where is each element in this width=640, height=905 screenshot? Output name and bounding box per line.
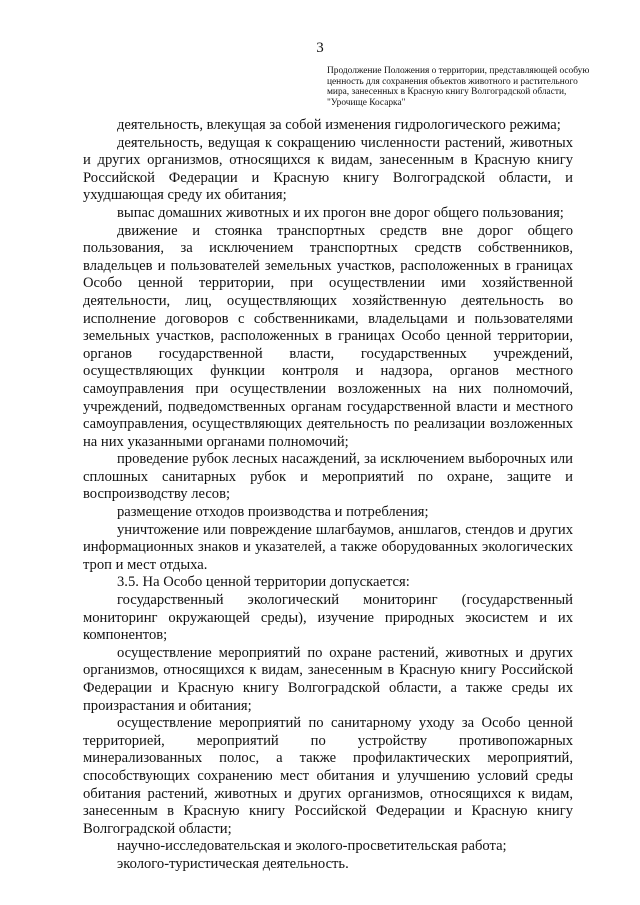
paragraph: научно-исследовательская и эколого-просветительская работа; xyxy=(117,838,507,855)
paragraph: государственный экологический мониторинг (государственный мониторинг окружающей среды), изучение природных экосистем и их компонентов; xyxy=(83,592,573,644)
paragraph: размещение отходов производства и потребления; xyxy=(117,504,429,521)
header-note-line: Продолжение Положения о территории, представляющей особую xyxy=(327,66,590,76)
paragraph: осуществление мероприятий по санитарному уходу за Особо ценной территорией, мероприятий по устройству противопожарных минерализованных полос, а также профилактических мероприятий, способствующих сохранению мест обитания и улучшению условий среды обитания растений, животных и других организмов, относящихся к видам, занесенным в Красную книгу Российской Федерации и Красную книгу Волгоградской области; xyxy=(83,715,573,837)
page-number: 3 xyxy=(316,40,324,56)
header-note xyxy=(327,66,589,108)
paragraph: эколого-туристическая деятельность. xyxy=(117,855,349,872)
paragraph: деятельность, ведущая к сокращению численности растений, животных и других организмов, относящихся к видам, занесенным в Красную книгу Российской Федерации и Красную книгу Волгоградской области, и ухудшающая среду их обитания; xyxy=(83,134,573,204)
header-note-line: "Урочище Косарка" xyxy=(327,97,406,108)
paragraph: осуществление мероприятий по охране растений, животных и других организмов, относящихся к видам, занесенным в Красную книгу Российской Федерации и Красную книгу Волгоградской области, а также среды их произрастания и обитания; xyxy=(83,644,573,714)
header-note-line: мира, занесенных в Красную книгу Волгоградской области, xyxy=(327,87,567,98)
header-note-line: ценность для сохранения объектов животного и растительного xyxy=(327,76,578,87)
section-heading: 3.5. На Особо ценной территории допускается: xyxy=(117,574,410,591)
paragraph: проведение рубок лесных насаждений, за исключением выборочных или сплошных санитарных рубок и мероприятий по охране, защите и воспроизводству лесов; xyxy=(83,451,573,503)
paragraph: выпас домашних животных и их прогон вне дорог общего пользования; xyxy=(117,204,564,221)
paragraph: движение и стоянка транспортных средств вне дорог общего пользования, за исключением транспортных средств собственников, владельцев и пользователей земельных участков, расположенных в границах Особо ценной территории, при осуществлении ими хозяйственной деятельности, лиц, осуществляющих хозяйственную деятельность во исполнение договоров с собственниками, владельцами и пользователями земельных участков, расположенных в границах Особо ценной территории, органов государственной власти, государственных учреждений, осуществляющих функции контроля и надзора, органов местного самоуправления при осуществлении возложенных на них полномочий, учреждений, подведомственных органам государственной власти и местного самоуправления, осуществляющих деятельность по реализации возложенных на них указанными органами полномочий; xyxy=(83,222,573,450)
paragraph: деятельность, влекущая за собой изменения гидрологического режима; xyxy=(117,117,561,133)
document-body xyxy=(83,117,573,874)
paragraph: уничтожение или повреждение шлагбаумов, аншлагов, стендов и других информационных знаков и указателей, а также оборудованных экологических троп и мест отдыха. xyxy=(83,521,573,573)
